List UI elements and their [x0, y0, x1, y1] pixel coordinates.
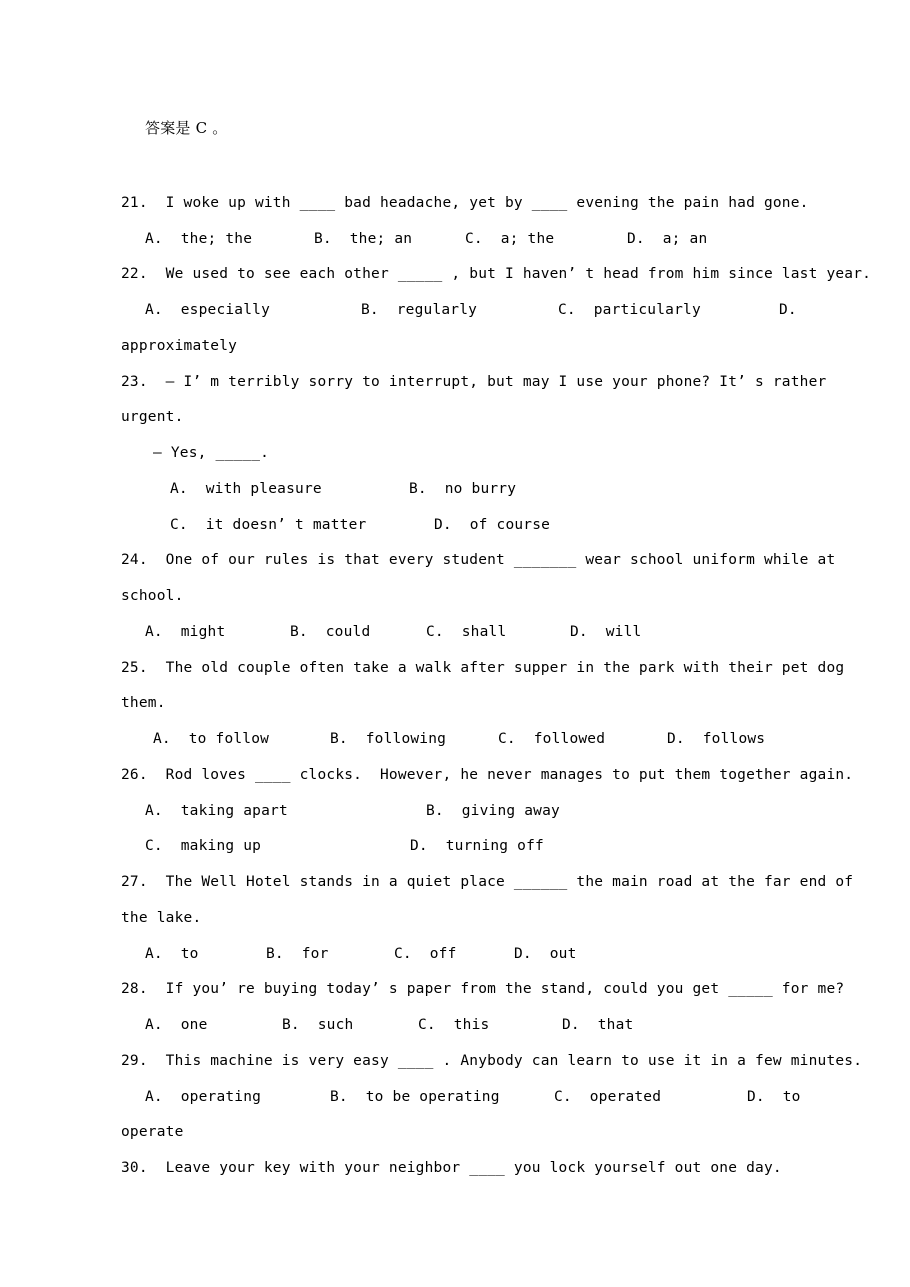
- question-23-stem-line-1: 23. — I’ m terribly sorry to interrupt, but may I use your phone? It’ s rather: [121, 374, 827, 390]
- question-22-option-d: approximately: [121, 338, 238, 354]
- question-25-option-b: B. following: [330, 731, 447, 747]
- question-24-stem-line-2: school.: [121, 588, 184, 604]
- question-22-stem: 22. We used to see each other _____ , but I haven’ t head from him since last year.: [121, 266, 872, 282]
- question-23-option-b: B. no burry: [409, 481, 517, 497]
- question-25-option-c: C. followed: [498, 731, 606, 747]
- question-29-option-d-label: D. to: [747, 1089, 801, 1105]
- question-28-option-b: B. such: [282, 1017, 354, 1033]
- question-29-stem: 29. This machine is very easy ____ . Anybody can learn to use it in a few minutes.: [121, 1053, 863, 1069]
- question-22-option-a: A. especially: [145, 302, 271, 318]
- question-29-option-a: A. operating: [145, 1089, 262, 1105]
- question-28-option-c: C. this: [418, 1017, 490, 1033]
- question-23-option-a: A. with pleasure: [170, 481, 322, 497]
- question-26-stem: 26. Rod loves ____ clocks. However, he never manages to put them together again.: [121, 767, 854, 783]
- question-29-option-c: C. operated: [554, 1089, 662, 1105]
- question-27-option-a: A. to: [145, 946, 199, 962]
- question-26-option-b: B. giving away: [426, 803, 560, 819]
- question-26-option-a: A. taking apart: [145, 803, 288, 819]
- question-24-option-d: D. will: [570, 624, 642, 640]
- question-23-option-c: C. it doesn’ t matter: [170, 517, 367, 533]
- question-22-option-d-label: D.: [779, 302, 797, 318]
- question-26-option-c: C. making up: [145, 838, 262, 854]
- question-23-stem-line-2: urgent.: [121, 409, 184, 425]
- question-24-stem-line-1: 24. One of our rules is that every student _______ wear school uniform while at: [121, 552, 836, 568]
- question-21-stem: 21. I woke up with ____ bad headache, yet by ____ evening the pain had gone.: [121, 195, 809, 211]
- question-29-option-d: operate: [121, 1124, 184, 1140]
- question-28-option-a: A. one: [145, 1017, 208, 1033]
- question-25-stem-line-2: them.: [121, 695, 166, 711]
- question-21-option-b: B. the; an: [314, 231, 413, 247]
- question-21-option-a: A. the; the: [145, 231, 253, 247]
- question-23-reply: — Yes, _____.: [153, 445, 270, 461]
- question-25-option-a: A. to follow: [153, 731, 270, 747]
- question-27-option-c: C. off: [394, 946, 457, 962]
- question-25-option-d: D. follows: [667, 731, 766, 747]
- question-24-option-c: C. shall: [426, 624, 507, 640]
- question-27-stem-line-2: the lake.: [121, 910, 202, 926]
- question-21-option-c: C. a; the: [465, 231, 555, 247]
- question-25-stem-line-1: 25. The old couple often take a walk after supper in the park with their pet dog: [121, 660, 845, 676]
- question-28-option-d: D. that: [562, 1017, 634, 1033]
- question-22-option-c: C. particularly: [558, 302, 701, 318]
- question-22-option-b: B. regularly: [361, 302, 478, 318]
- question-30-stem: 30. Leave your key with your neighbor ____ you lock yourself out one day.: [121, 1160, 782, 1176]
- question-27-option-b: B. for: [266, 946, 329, 962]
- question-26-option-d: D. turning off: [410, 838, 544, 854]
- question-29-option-b: B. to be operating: [330, 1089, 500, 1105]
- question-24-option-a: A. might: [145, 624, 226, 640]
- question-27-stem-line-1: 27. The Well Hotel stands in a quiet place ______ the main road at the far end of: [121, 874, 854, 890]
- question-28-stem: 28. If you’ re buying today’ s paper from the stand, could you get _____ for me?: [121, 981, 845, 997]
- question-21-option-d: D. a; an: [627, 231, 708, 247]
- answer-note: 答案是 C 。: [145, 119, 228, 137]
- question-24-option-b: B. could: [290, 624, 371, 640]
- question-27-option-d: D. out: [514, 946, 577, 962]
- question-23-option-d: D. of course: [434, 517, 551, 533]
